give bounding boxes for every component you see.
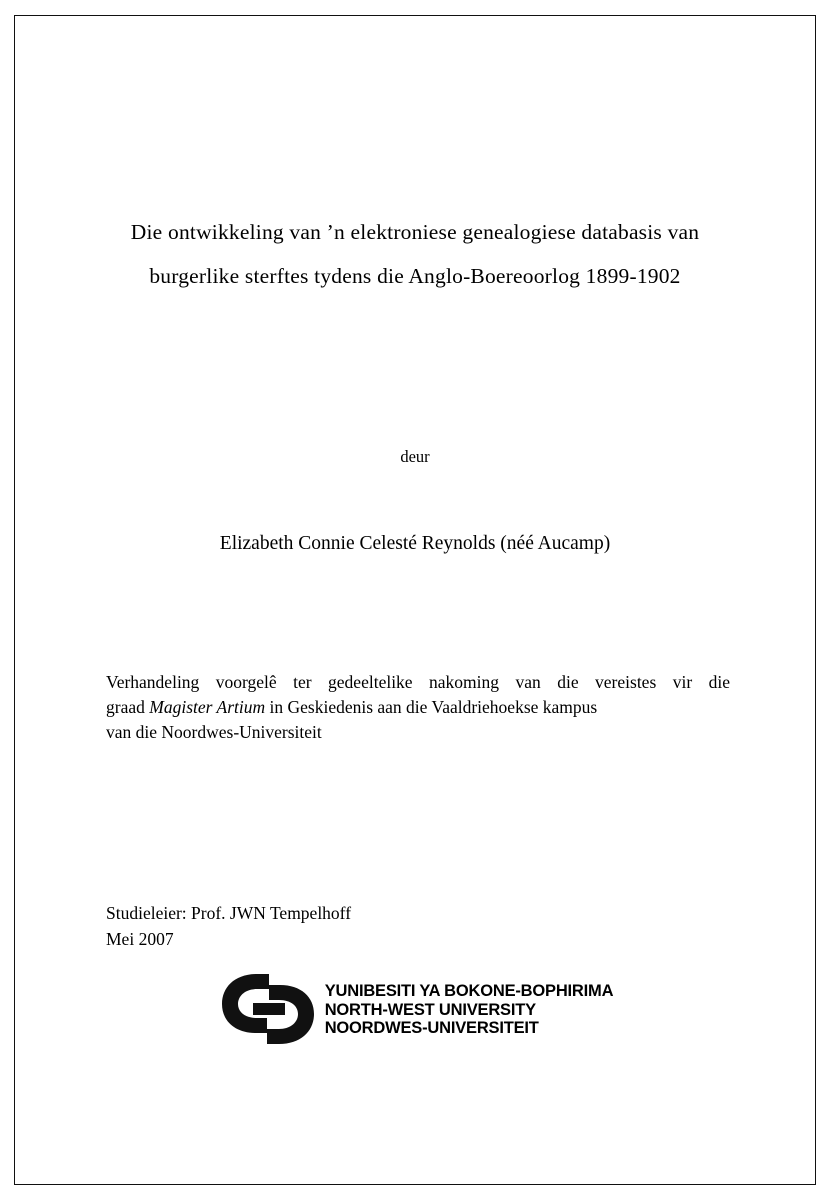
degree-statement-line-1: Verhandeling voorgelê ter gedeeltelike nakoming van die vereistes vir die bbox=[106, 672, 730, 692]
supervisor-line: Studieleier: Prof. JWN Tempelhoff bbox=[106, 903, 352, 923]
nwu-logo-mark-icon bbox=[217, 970, 319, 1048]
title-line-1: Die ontwikkeling van ’n elektroniese genealogiese databasis van bbox=[130, 220, 700, 244]
logo-text-line-2: NORTH-WEST UNIVERSITY bbox=[324, 1000, 536, 1019]
by-word: deur bbox=[400, 447, 430, 466]
logo-text-line-1: YUNIBESITI YA BOKONE-BOPHIRIMA bbox=[324, 982, 614, 1001]
logo-text-line-3: NOORDWES-UNIVERSITEIT bbox=[324, 1019, 539, 1038]
author-name: Elizabeth Connie Celesté Reynolds (néé Aucamp) bbox=[219, 533, 611, 554]
title-line-2: burgerlike sterftes tydens die Anglo-Boereoorlog 1899-1902 bbox=[149, 264, 681, 288]
degree-statement-line-2 bbox=[106, 695, 730, 720]
degree-name: Magister Artium bbox=[149, 697, 266, 717]
degree-statement-line-2-pre: graad bbox=[106, 697, 150, 717]
degree-statement bbox=[106, 670, 730, 745]
logo-text bbox=[325, 980, 614, 1038]
date-line: Mei 2007 bbox=[106, 929, 174, 949]
supervisor-and-date bbox=[106, 900, 606, 952]
university-logo bbox=[95, 970, 735, 1048]
page-content bbox=[95, 15, 735, 1185]
page-title bbox=[95, 210, 735, 298]
logo-group bbox=[217, 970, 614, 1048]
degree-statement-line-2-post: in Geskiedenis aan die Vaaldriehoekse kampus bbox=[265, 697, 598, 717]
degree-statement-line-3: van die Noordwes-Universiteit bbox=[106, 722, 322, 742]
